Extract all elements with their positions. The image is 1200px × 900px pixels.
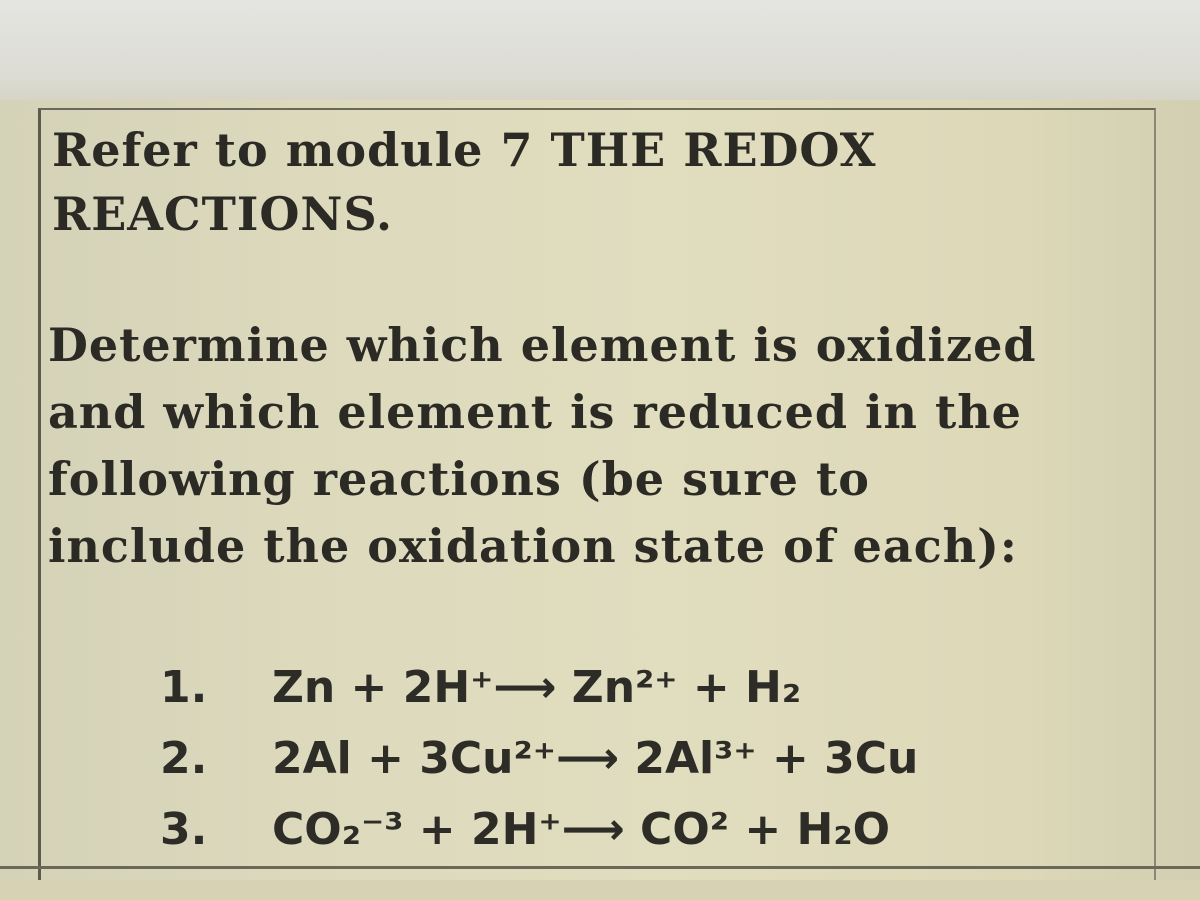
list-item bbox=[160, 723, 918, 794]
background-surface bbox=[0, 0, 1200, 110]
question-line-1: Determine which element is oxidized bbox=[48, 318, 1037, 372]
heading-line-1: Refer to module 7 THE REDOX bbox=[52, 123, 877, 177]
reaction-number: 3. bbox=[160, 804, 208, 855]
question-line-2: and which element is reduced in the bbox=[48, 385, 1022, 439]
reaction-number: 2. bbox=[160, 733, 208, 784]
reaction-equation: CO₂⁻³ + 2H⁺⟶ CO² + H₂O bbox=[272, 804, 890, 855]
reaction-list bbox=[160, 652, 918, 865]
question-line-4: include the oxidation state of each): bbox=[48, 519, 1018, 573]
question-prompt bbox=[48, 312, 1037, 580]
table-bottom-rule bbox=[0, 866, 1200, 869]
cut-off-next-row bbox=[0, 880, 1200, 900]
list-item bbox=[160, 652, 918, 723]
reaction-equation: 2Al + 3Cu²⁺⟶ 2Al³⁺ + 3Cu bbox=[272, 733, 919, 784]
reaction-equation: Zn + 2H⁺⟶ Zn²⁺ + H₂ bbox=[272, 662, 802, 713]
question-line-3: following reactions (be sure to bbox=[48, 452, 870, 506]
reaction-number: 1. bbox=[160, 662, 208, 713]
heading-line-2: REACTIONS. bbox=[52, 187, 394, 241]
module-reference-heading bbox=[52, 118, 876, 246]
list-item bbox=[160, 794, 918, 865]
